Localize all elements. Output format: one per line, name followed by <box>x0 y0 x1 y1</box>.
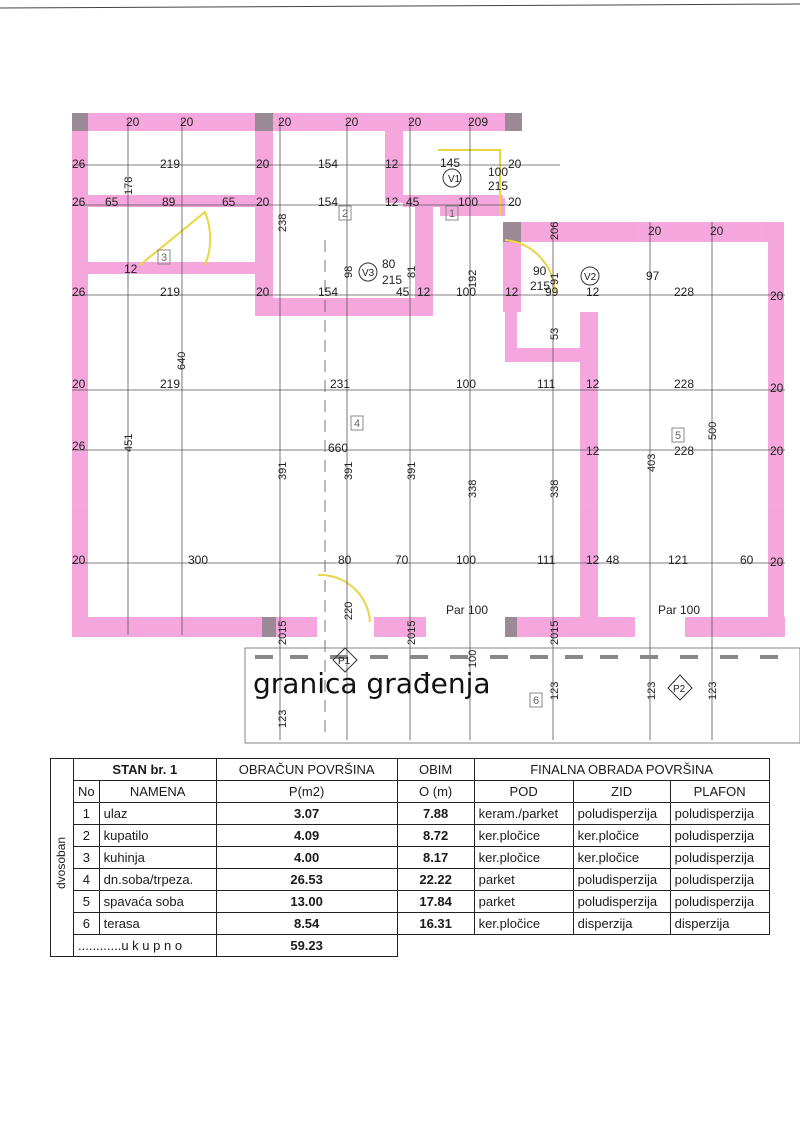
table-row <box>51 891 770 913</box>
dim-label: 219 <box>160 285 181 299</box>
dim-label: 209 <box>468 115 489 129</box>
row-area: 3.07 <box>216 803 397 825</box>
dim-label: 215 <box>488 179 509 193</box>
dim-label: 91 <box>549 272 561 285</box>
dim-label: 228 <box>674 444 695 458</box>
dim-label: 20 <box>648 224 662 238</box>
dim-label: 338 <box>549 479 561 498</box>
dim-label: 12 <box>385 157 399 171</box>
row-name: kuhinja <box>99 847 216 869</box>
dim-label: 219 <box>160 157 181 171</box>
row-name: ulaz <box>99 803 216 825</box>
row-floor: keram./parket <box>474 803 573 825</box>
area-table <box>50 758 770 957</box>
dim-label: 20 <box>256 195 270 209</box>
table-row <box>51 803 770 825</box>
row-area: 26.53 <box>216 869 397 891</box>
boundary-caption: granica građenja <box>253 667 491 700</box>
row-area: 8.54 <box>216 913 397 935</box>
dim-label: 80 <box>382 257 396 271</box>
row-name: kupatilo <box>99 825 216 847</box>
row-floor: ker.pločice <box>474 913 573 935</box>
dim-label: 45 <box>406 195 420 209</box>
dim-label: 20 <box>126 115 140 129</box>
row-ceiling: poludisperzija <box>670 825 769 847</box>
row-wall: poludisperzija <box>573 869 670 891</box>
side-label: dvosoban <box>54 836 68 889</box>
dim-label: 53 <box>549 327 561 340</box>
col-plafon: PLAFON <box>670 781 769 803</box>
boundary-dashes <box>255 655 778 659</box>
dim-label: 12 <box>586 377 600 391</box>
dim-label: 215 <box>382 273 403 287</box>
dim-label: 338 <box>467 479 479 498</box>
dim-label: 48 <box>606 553 620 567</box>
dim-label: 65 <box>222 195 236 209</box>
row-perimeter: 7.88 <box>397 803 474 825</box>
dim-label: 300 <box>188 553 209 567</box>
dim-label: Par 100 <box>658 603 701 617</box>
dim-label: 90 <box>533 264 547 278</box>
dim-label: 238 <box>277 213 289 232</box>
dim-label: 20 <box>508 157 522 171</box>
row-wall: ker.pločice <box>573 847 670 869</box>
row-wall: poludisperzija <box>573 803 670 825</box>
dim-label: 20 <box>72 377 86 391</box>
dim-label: 121 <box>668 553 689 567</box>
dim-label: 100 <box>467 649 479 668</box>
dim-label: 60 <box>740 553 754 567</box>
col-zid: ZID <box>573 781 670 803</box>
row-floor: ker.pločice <box>474 825 573 847</box>
row-no: 3 <box>74 847 100 869</box>
dim-label: 2015 <box>406 620 418 645</box>
row-ceiling: poludisperzija <box>670 891 769 913</box>
row-no: 4 <box>74 869 100 891</box>
dim-label: 500 <box>707 421 719 440</box>
marker-p2: P2 <box>673 684 686 695</box>
row-ceiling: poludisperzija <box>670 803 769 825</box>
col-p: P(m2) <box>216 781 397 803</box>
row-perimeter: 17.84 <box>397 891 474 913</box>
dim-label: Par 100 <box>446 603 489 617</box>
dim-label: 26 <box>72 285 86 299</box>
row-no: 1 <box>74 803 100 825</box>
dim-label: 145 <box>440 156 461 170</box>
dim-label: 100 <box>456 377 477 391</box>
marker-v1: V1 <box>448 174 461 185</box>
dim-label: 206 <box>549 221 561 240</box>
dim-label: 391 <box>277 461 289 480</box>
dim-label: 12 <box>124 262 138 276</box>
marker-v3: V3 <box>362 268 375 279</box>
dim-label: 228 <box>674 377 695 391</box>
side-label-cell <box>51 759 74 957</box>
row-perimeter: 8.17 <box>397 847 474 869</box>
dim-label: 123 <box>707 681 719 700</box>
col-finalna: FINALNA OBRADA POVRŠINA <box>474 759 769 781</box>
dim-label: 65 <box>105 195 119 209</box>
dim-label: 20 <box>278 115 292 129</box>
dim-label: 100 <box>456 553 477 567</box>
dim-label: 154 <box>318 157 339 171</box>
col-no: No <box>74 781 100 803</box>
wall-corners <box>72 113 522 637</box>
dim-label: 391 <box>343 461 355 480</box>
room-number: 1 <box>449 208 456 220</box>
table-row <box>51 825 770 847</box>
dim-label: 98 <box>343 265 355 278</box>
total-label: ............u k u p n o <box>74 935 217 957</box>
dim-label: 20 <box>345 115 359 129</box>
room-number: 3 <box>161 252 168 264</box>
dim-label: 99 <box>545 285 559 299</box>
row-name: terasa <box>99 913 216 935</box>
row-area: 4.09 <box>216 825 397 847</box>
dim-label: 20 <box>770 444 784 458</box>
dim-label: 215 <box>530 279 551 293</box>
dim-label: 20 <box>770 289 784 303</box>
dim-label: 192 <box>467 269 479 288</box>
dim-label: 80 <box>338 553 352 567</box>
row-no: 2 <box>74 825 100 847</box>
dim-label: 154 <box>318 285 339 299</box>
dim-label: 640 <box>176 351 188 370</box>
dim-label: 451 <box>123 433 135 452</box>
dim-label: 20 <box>770 555 784 569</box>
area-table-wrapper <box>50 758 798 983</box>
dim-label: 219 <box>160 377 181 391</box>
dim-label: 123 <box>549 681 561 700</box>
dim-label: 97 <box>646 269 660 283</box>
row-floor: parket <box>474 869 573 891</box>
dim-label: 178 <box>123 176 135 195</box>
dim-label: 100 <box>456 285 477 299</box>
dim-label: 123 <box>646 681 658 700</box>
row-perimeter: 16.31 <box>397 913 474 935</box>
room-number: 6 <box>533 695 540 707</box>
dim-label: 20 <box>408 115 422 129</box>
marker-p1: P1 <box>338 656 351 667</box>
row-ceiling: disperzija <box>670 913 769 935</box>
col-namena: NAMENA <box>99 781 216 803</box>
room-number: 5 <box>675 430 682 442</box>
dim-label: 100 <box>488 165 509 179</box>
dim-label: 20 <box>256 157 270 171</box>
dim-label: 100 <box>458 195 479 209</box>
row-no: 6 <box>74 913 100 935</box>
dim-label: 12 <box>505 285 519 299</box>
dim-label: 70 <box>395 553 409 567</box>
dim-label: 12 <box>586 444 600 458</box>
row-floor: parket <box>474 891 573 913</box>
dim-label: 20 <box>180 115 194 129</box>
marker-v2: V2 <box>584 272 597 283</box>
dim-label: 12 <box>385 195 399 209</box>
dim-label: 45 <box>396 285 410 299</box>
col-o: O (m) <box>397 781 474 803</box>
dim-label: 12 <box>417 285 431 299</box>
table-row <box>51 913 770 935</box>
row-no: 5 <box>74 891 100 913</box>
dim-label: 228 <box>674 285 695 299</box>
table-title: STAN br. 1 <box>74 759 217 781</box>
col-pod: POD <box>474 781 573 803</box>
dim-label: 111 <box>537 377 556 391</box>
row-name: dn.soba/trpeza. <box>99 869 216 891</box>
room-number: 4 <box>354 418 361 430</box>
dim-label: 111 <box>537 553 556 567</box>
dim-label: 20 <box>72 553 86 567</box>
row-ceiling: poludisperzija <box>670 869 769 891</box>
dim-label: 403 <box>646 453 658 472</box>
dim-label: 2015 <box>277 620 289 645</box>
dim-label: 20 <box>710 224 724 238</box>
table-row <box>51 847 770 869</box>
paper-edge-line <box>0 4 800 8</box>
row-floor: ker.pločice <box>474 847 573 869</box>
dim-label: 20 <box>256 285 270 299</box>
col-obim: OBIM <box>397 759 474 781</box>
row-wall: disperzija <box>573 913 670 935</box>
room-number: 2 <box>342 208 349 220</box>
dim-label: 20 <box>770 381 784 395</box>
dim-label: 89 <box>162 195 176 209</box>
dim-label: 154 <box>318 195 339 209</box>
row-name: spavaća soba <box>99 891 216 913</box>
total-value: 59.23 <box>216 935 397 957</box>
row-wall: ker.pločice <box>573 825 670 847</box>
dim-label: 26 <box>72 157 86 171</box>
table-row <box>51 869 770 891</box>
dim-label: 12 <box>586 553 600 567</box>
dim-label: 12 <box>586 285 600 299</box>
row-area: 13.00 <box>216 891 397 913</box>
dim-label: 660 <box>328 441 349 455</box>
row-perimeter: 22.22 <box>397 869 474 891</box>
dim-label: 26 <box>72 439 86 453</box>
col-obracun: OBRAČUN POVRŠINA <box>216 759 397 781</box>
dim-label: 220 <box>343 601 355 620</box>
dim-label: 123 <box>277 709 289 728</box>
dim-label: 391 <box>406 461 418 480</box>
row-wall: poludisperzija <box>573 891 670 913</box>
dim-label: 2015 <box>549 620 561 645</box>
dim-label: 81 <box>406 265 418 278</box>
dim-label: 26 <box>72 195 86 209</box>
dim-label: 20 <box>508 195 522 209</box>
dim-label: 231 <box>330 377 351 391</box>
row-ceiling: poludisperzija <box>670 847 769 869</box>
row-area: 4.00 <box>216 847 397 869</box>
row-perimeter: 8.72 <box>397 825 474 847</box>
